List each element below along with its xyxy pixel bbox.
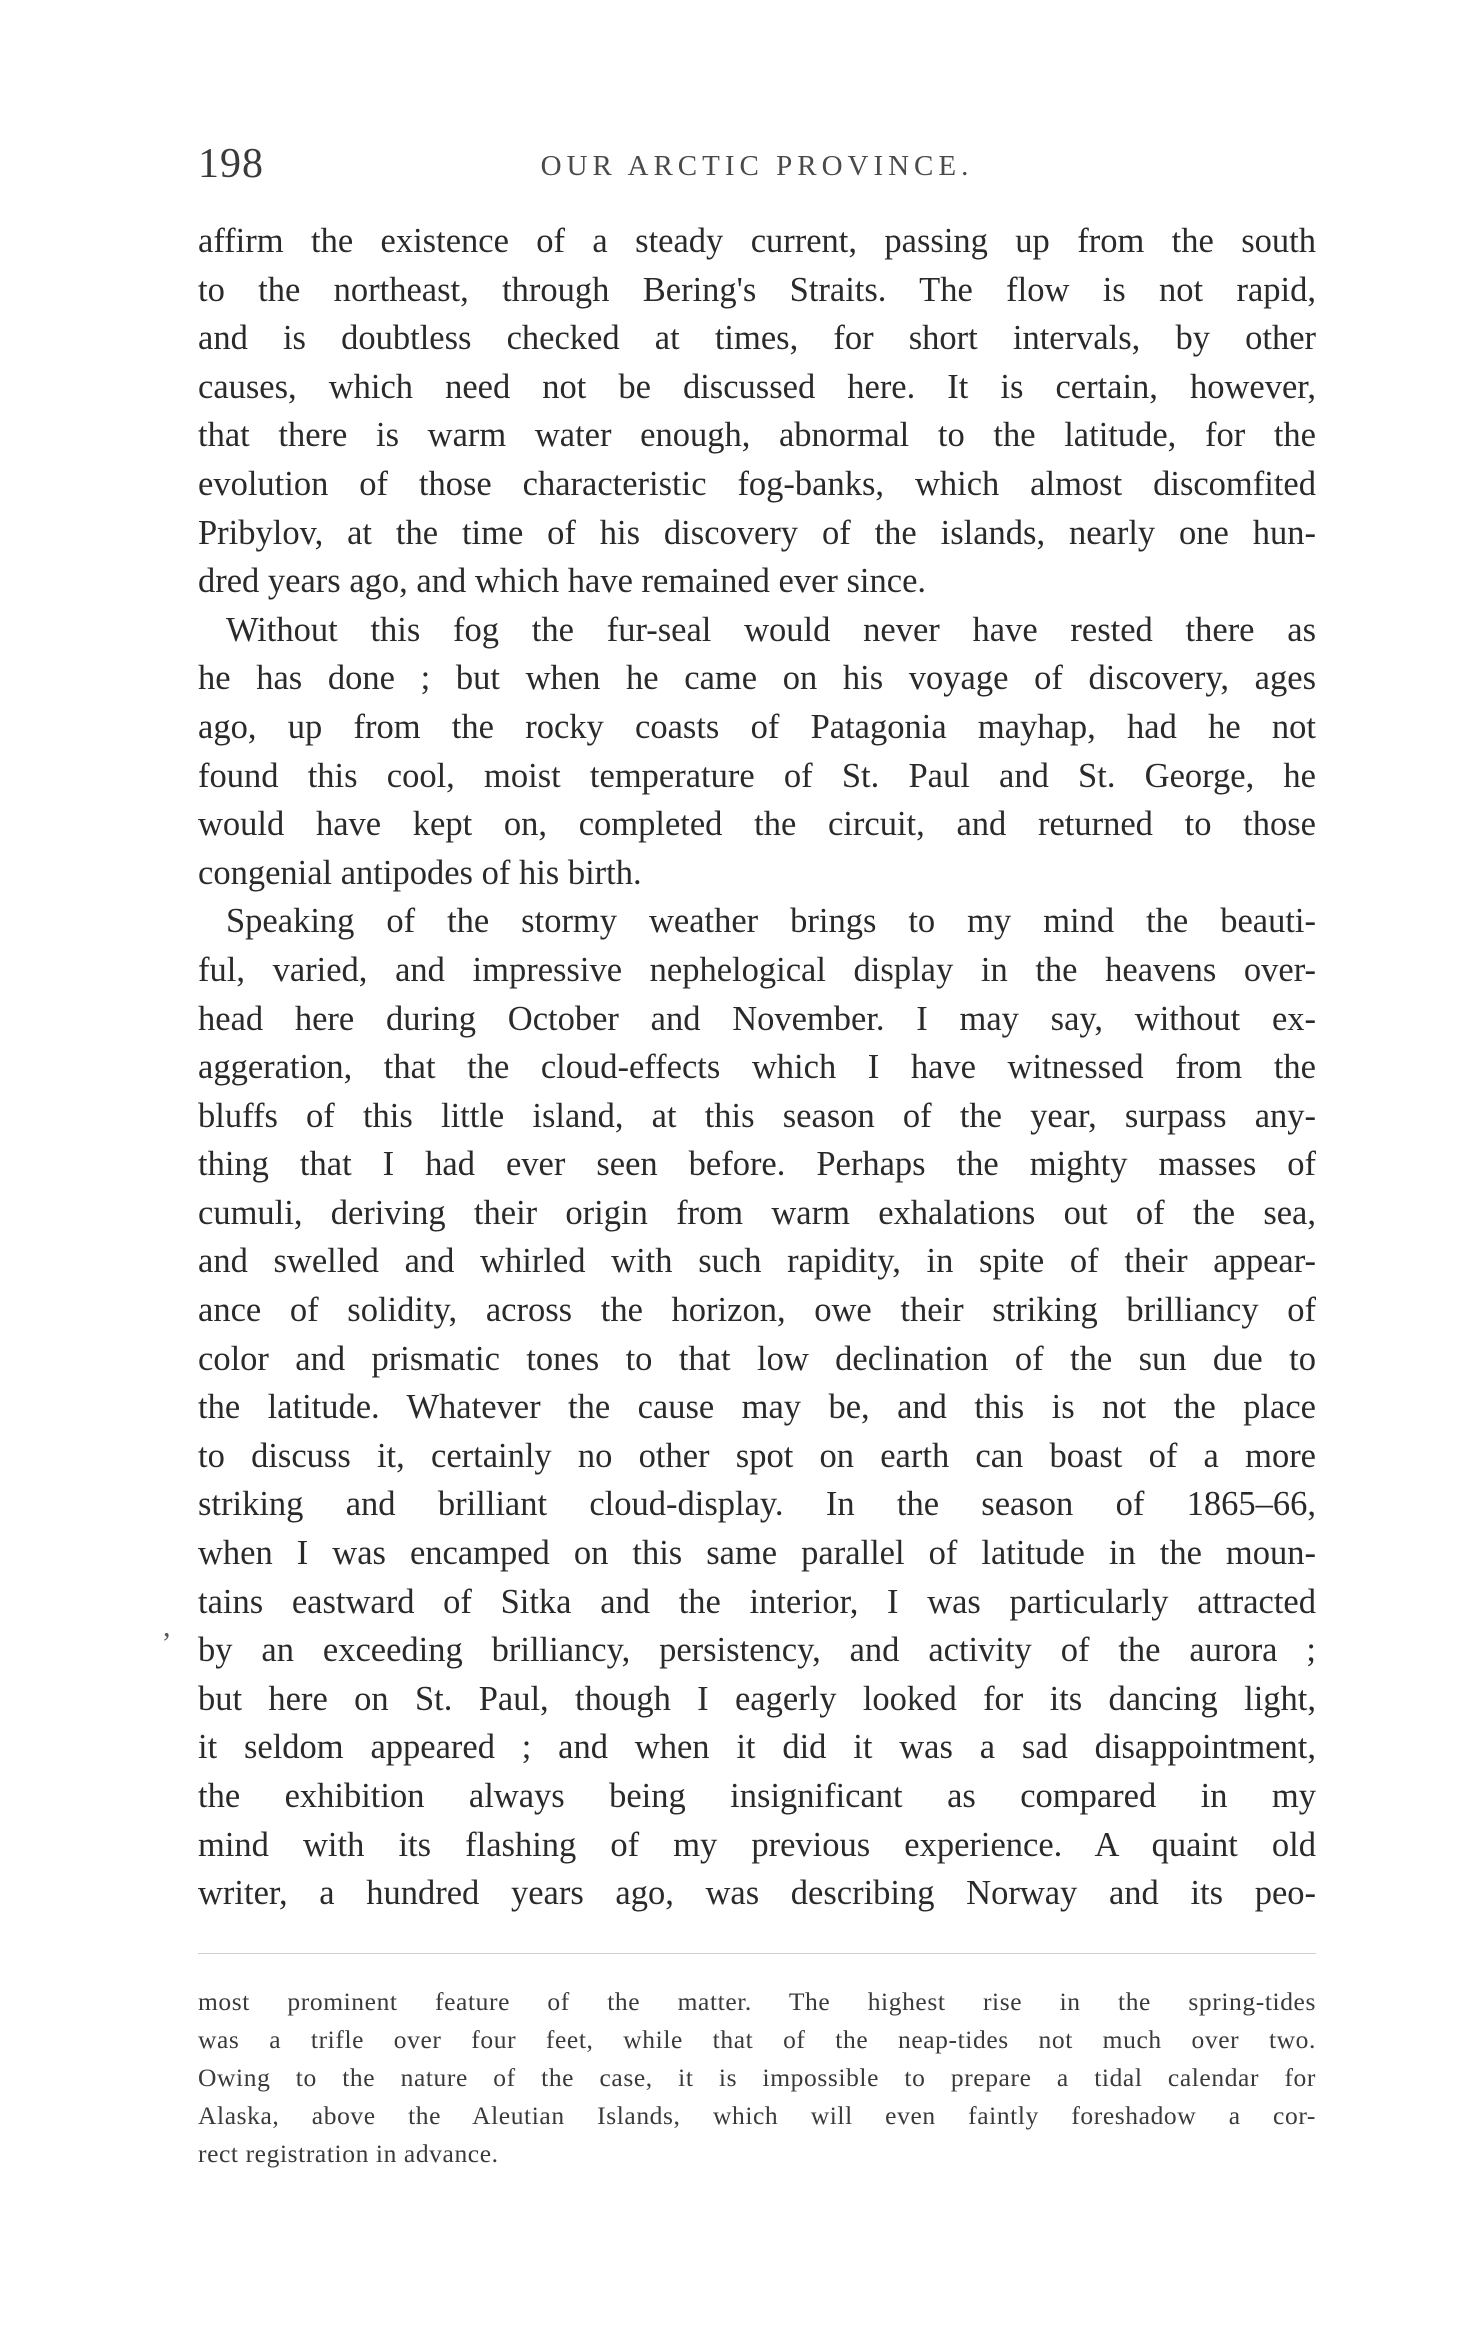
- text-line: found this cool, moist temperature of St. Paul and St. George, he: [198, 756, 1316, 795]
- text-line: thing that I had ever seen before. Perhaps the mighty masses of: [198, 1145, 1316, 1184]
- text-line: dred years ago, and which have remained ever since.: [198, 562, 927, 601]
- footnote-line: was a trifle over four feet, while that of the neap-tides not much over two.: [198, 2025, 1316, 2054]
- text-line: that there is warm water enough, abnormal to the latitude, for the: [198, 416, 1316, 455]
- paragraph-3: [198, 897, 1316, 1917]
- text-line: ago, up from the rocky coasts of Patagonia mayhap, had he not: [198, 707, 1316, 746]
- paragraph-1: [198, 217, 1316, 606]
- text-line: it seldom appeared ; and when it did it was a sad disappointment,: [198, 1728, 1316, 1767]
- text-line: ful, varied, and impressive nephelogical display in the heavens over-: [198, 950, 1316, 989]
- text-line: causes, which need not be discussed here. It is certain, however,: [198, 367, 1316, 406]
- text-line: by an exceeding brilliancy, persistency, and activity of the aurora ;: [198, 1631, 1316, 1670]
- text-line: congenial antipodes of his birth.: [198, 853, 642, 892]
- text-line: writer, a hundred years ago, was describing Norway and its peo-: [198, 1874, 1316, 1913]
- text-line: head here during October and November. I may say, without ex-: [198, 999, 1316, 1038]
- text-line: but here on St. Paul, though I eagerly looked for its dancing light,: [198, 1679, 1316, 1718]
- text-line: to discuss it, certainly no other spot on earth can boast of a more: [198, 1436, 1316, 1475]
- text-line: tains eastward of Sitka and the interior, I was particularly attracted: [198, 1582, 1316, 1621]
- text-line: striking and brilliant cloud-display. In the season of 1865–66,: [198, 1485, 1316, 1524]
- running-head: [198, 140, 1316, 200]
- text-line: would have kept on, completed the circuit, and returned to those: [198, 805, 1316, 844]
- text-line: bluffs of this little island, at this season of the year, surpass any-: [198, 1096, 1316, 1135]
- footnote-line: Owing to the nature of the case, it is impossible to prepare a tidal calendar for: [198, 2063, 1316, 2092]
- margin-mark: ,: [163, 1610, 171, 1643]
- text-line: color and prismatic tones to that low declination of the sun due to: [198, 1339, 1316, 1378]
- text-line: when I was encamped on this same parallel of latitude in the moun-: [198, 1534, 1316, 1573]
- text-line: Speaking of the stormy weather brings to my mind the beauti-: [226, 902, 1316, 941]
- text-line: evolution of those characteristic fog-banks, which almost discomfited: [198, 464, 1316, 503]
- text-line: ance of solidity, across the horizon, owe their striking brilliancy of: [198, 1291, 1316, 1330]
- text-line: mind with its flashing of my previous experience. A quaint old: [198, 1825, 1316, 1864]
- text-line: he has done ; but when he came on his voyage of discovery, ages: [198, 659, 1316, 698]
- footnote: [198, 1983, 1316, 2173]
- page-number: 198: [198, 141, 264, 187]
- text-line: Pribylov, at the time of his discovery of the islands, nearly one hun-: [198, 513, 1316, 552]
- text-line: Without this fog the fur-seal would never have rested there as: [226, 610, 1316, 649]
- text-line: to the northeast, through Bering's Straits. The flow is not rapid,: [198, 270, 1316, 309]
- body-text: [198, 217, 1316, 1918]
- text-line: affirm the existence of a steady current, passing up from the south: [198, 222, 1316, 260]
- text-line: and swelled and whirled with such rapidity, in spite of their appear-: [198, 1242, 1316, 1281]
- footnote-line: rect registration in advance.: [198, 2139, 499, 2168]
- paragraph-2: [198, 606, 1316, 898]
- running-title: OUR ARCTIC PROVINCE.: [540, 150, 974, 182]
- text-line: and is doubtless checked at times, for short intervals, by other: [198, 319, 1316, 358]
- text-line: cumuli, deriving their origin from warm exhalations out of the sea,: [198, 1193, 1316, 1232]
- text-line: aggeration, that the cloud-effects which I have witnessed from the: [198, 1048, 1316, 1087]
- footnote-line: most prominent feature of the matter. The highest rise in the spring-tides: [198, 1987, 1316, 2016]
- footnote-divider: [198, 1953, 1316, 1954]
- footnote-line: Alaska, above the Aleutian Islands, which will even faintly foreshadow a cor-: [198, 2101, 1316, 2130]
- text-line: the exhibition always being insignificant as compared in my: [198, 1777, 1316, 1815]
- text-line: the latitude. Whatever the cause may be, and this is not the place: [198, 1388, 1316, 1427]
